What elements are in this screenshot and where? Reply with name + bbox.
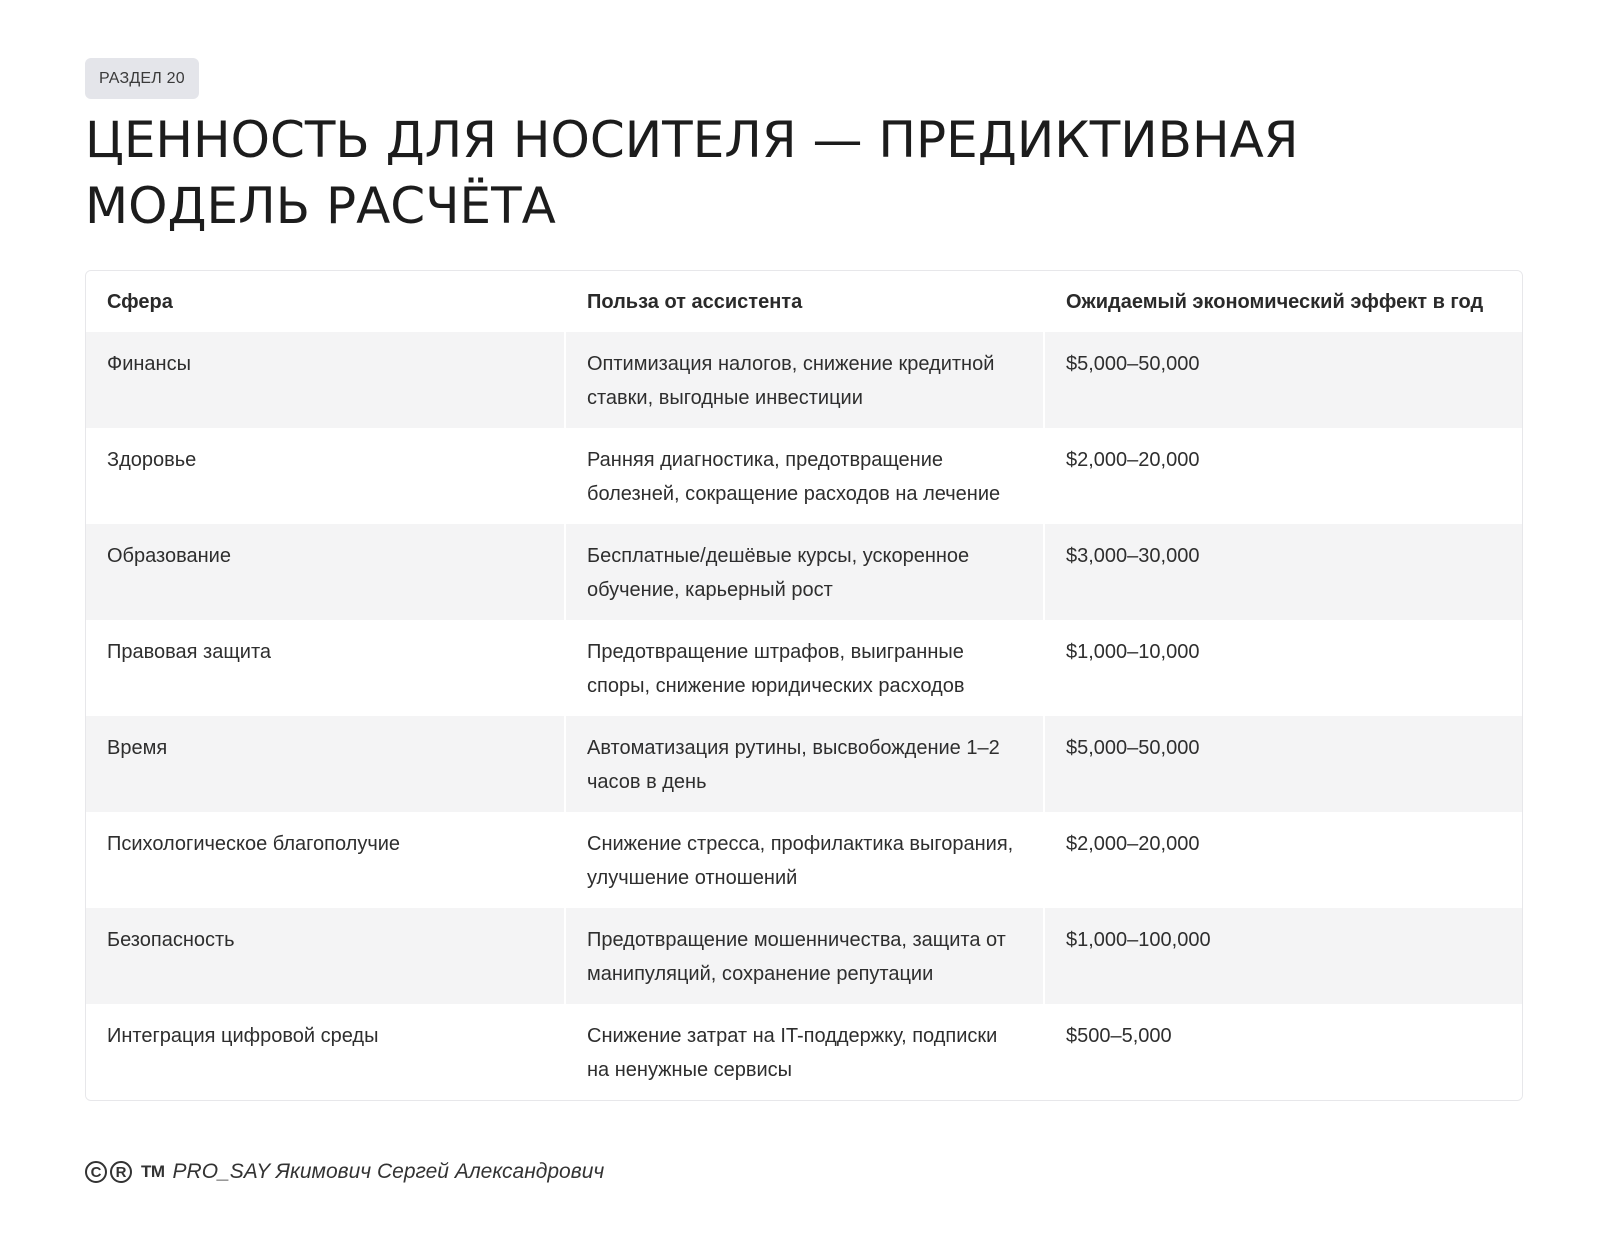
cell-sphere: Психологическое благополучие [86,812,565,908]
cell-benefit: Предотвращение мошенничества, защита от манипуляций, сохранение репутации [565,908,1044,1004]
table-row [86,332,1522,428]
cell-effect: $3,000–30,000 [1044,524,1522,620]
legal-marks [85,1161,165,1183]
cell-effect: $1,000–100,000 [1044,908,1522,1004]
cell-sphere: Время [86,716,565,812]
cell-effect: $5,000–50,000 [1044,332,1522,428]
table-row [86,1004,1522,1100]
cell-sphere: Здоровье [86,428,565,524]
cell-sphere: Интеграция цифровой среды [86,1004,565,1100]
cell-effect: $2,000–20,000 [1044,428,1522,524]
table-row [86,716,1522,812]
cell-effect: $2,000–20,000 [1044,812,1522,908]
cell-benefit: Оптимизация налогов, снижение кредитной ставки, выгодные инвестиции [565,332,1044,428]
registered-icon: R [110,1161,132,1183]
value-table [85,270,1523,1101]
cell-benefit: Бесплатные/дешёвые курсы, ускоренное обучение, карьерный рост [565,524,1044,620]
cell-benefit: Снижение затрат на IT-поддержку, подписки на ненужные сервисы [565,1004,1044,1100]
table-row [86,524,1522,620]
table-row [86,428,1522,524]
value-table-grid [86,271,1522,1100]
author-credit: PRO_SAY Якимович Сергей Александрович [172,1160,605,1183]
cell-sphere: Правовая защита [86,620,565,716]
cell-effect: $5,000–50,000 [1044,716,1522,812]
section-badge: РАЗДЕЛ 20 [85,58,199,99]
header-benefit: Польза от ассистента [565,271,1044,332]
cell-sphere: Образование [86,524,565,620]
footer-credits [85,1160,604,1184]
cell-sphere: Безопасность [86,908,565,1004]
cell-effect: $500–5,000 [1044,1004,1522,1100]
cell-sphere: Финансы [86,332,565,428]
page-title: ЦЕННОСТЬ ДЛЯ НОСИТЕЛЯ — ПРЕДИКТИВНАЯ МОДЕЛЬ РАСЧЁТА [85,111,1299,235]
cell-benefit: Ранняя диагностика, предотвращение болезней, сокращение расходов на лечение [565,428,1044,524]
table-row [86,908,1522,1004]
trademark-icon: TM [141,1162,165,1181]
cell-effect: $1,000–10,000 [1044,620,1522,716]
table-row [86,620,1522,716]
copyright-icon: C [85,1161,107,1183]
cell-benefit: Снижение стресса, профилактика выгорания, улучшение отношений [565,812,1044,908]
header-effect: Ожидаемый экономический эффект в год [1044,271,1522,332]
slide [85,58,1521,1081]
cell-benefit: Автоматизация рутины, высвобождение 1–2 часов в день [565,716,1044,812]
table-header-row [86,271,1522,332]
table-row [86,812,1522,908]
header-sphere: Сфера [86,271,565,332]
cell-benefit: Предотвращение штрафов, выигранные споры, снижение юридических расходов [565,620,1044,716]
